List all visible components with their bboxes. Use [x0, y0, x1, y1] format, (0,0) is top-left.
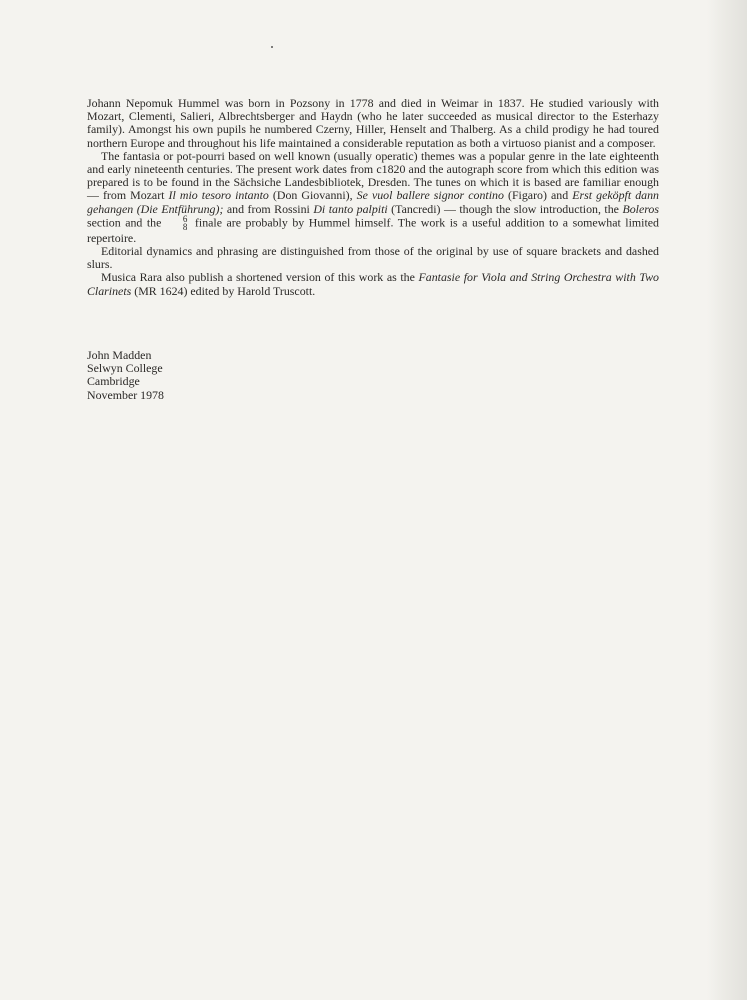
- p2-text-4: and from Rossini: [223, 201, 314, 216]
- paper-speck: [271, 46, 273, 48]
- p2-title-rossini: Di tanto palpiti: [313, 201, 388, 216]
- signature-city: Cambridge: [87, 374, 140, 389]
- p2-text-7: finale are probably by Hummel himself. The work is a useful addition to a somewhat limited repertoire.: [87, 215, 659, 245]
- p2-text-1: The fantasia or pot-pourri based on well known (usually operatic) themes was a popular genre in the late eighteenth and early nineteenth centuries. The present work dates from c1820 and the autograph score from which this edition was prepared is to be found in the Sächsiche Landesbibliotek, Dresden. The tunes on which it is based are familiar enough — from Mozart: [87, 148, 659, 203]
- p2-boleros: Boleros: [622, 201, 659, 216]
- paragraph-fantasia: [87, 150, 659, 245]
- paragraph-editorial: Editorial dynamics and phrasing are distinguished from those of the original by use of square brackets and dashed slurs.: [87, 244, 659, 272]
- p2-text-3: (Figaro) and: [503, 188, 573, 203]
- p4-text-1: Musica Rara also publish a shortened version of this work as the: [101, 270, 419, 285]
- time-signature-numerator: 6: [182, 213, 188, 224]
- p2-title-mozart-1: Il mio tesoro intanto: [168, 188, 269, 203]
- signature-college: Selwyn College: [87, 361, 163, 376]
- signature-name: John Madden: [87, 348, 152, 362]
- preface-text: [87, 97, 659, 298]
- page-edge-shadow: [707, 0, 747, 1000]
- time-signature-denominator: 8: [182, 221, 188, 232]
- paragraph-biography: Johann Nepomuk Hummel was born in Pozsony in 1778 and died in Weimar in 1837. He studied variously with Mozart, Clementi, Salieri, Albrechtsberger and Haydn (who he later succeeded as musical director to the Esterhazy family). Amongst his own pupils he numbered Czerny, Hiller, Henselt and Thalberg. As a child prodigy he had toured northern Europe and throughout his life maintained a considerable reputation as both a virtuoso pianist and a composer.: [87, 96, 659, 150]
- p2-text-6: section and the: [87, 215, 166, 230]
- p2-text-5: (Tancredi) — though the slow introduction, the: [387, 201, 623, 216]
- p4-text-2: (MR 1624) edited by Harold Truscott.: [131, 283, 316, 298]
- signature-date: November 1978: [87, 387, 164, 402]
- p4-title: Fantasie for Viola and String Orchestra with Two Clarinets: [87, 270, 659, 298]
- p2-title-mozart-2: Se vuol ballere signor contino: [356, 188, 504, 203]
- signature-block: [87, 349, 164, 402]
- paragraph-musica-rara: [87, 271, 659, 297]
- time-signature: [169, 215, 188, 231]
- p2-title-mozart-3: Erst geköpft dann gehangen (Die Entführung);: [87, 188, 659, 216]
- p2-text-2: (Don Giovanni),: [268, 188, 357, 203]
